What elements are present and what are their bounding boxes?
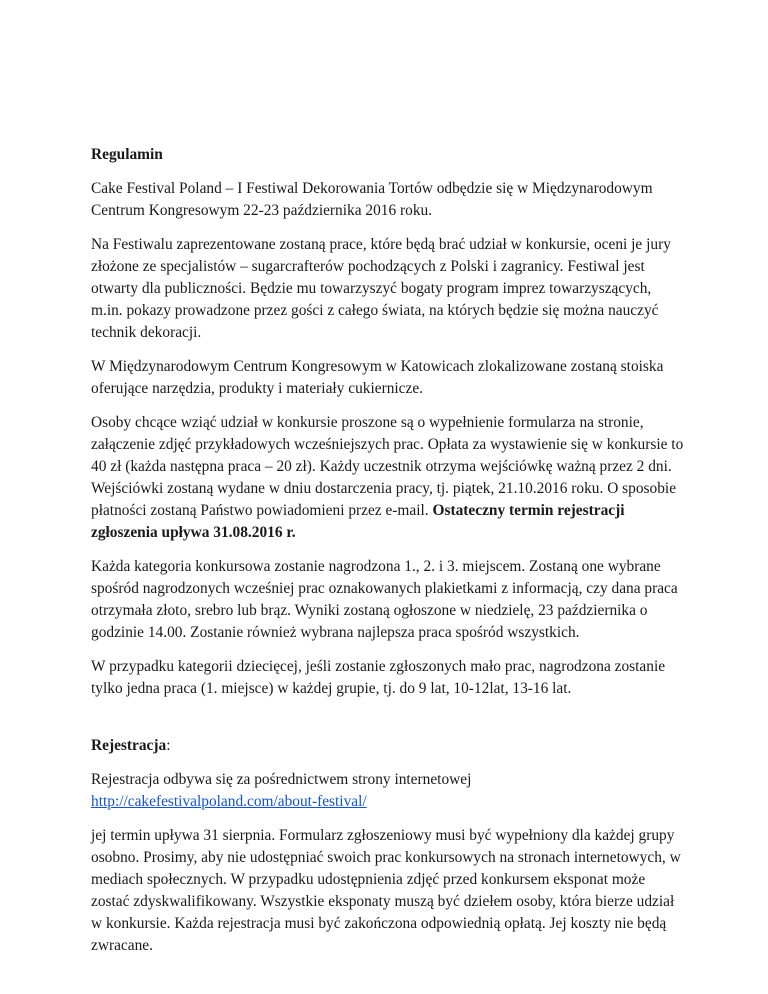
stands-paragraph: W Międzynarodowym Centrum Kongresowym w Katowicach zlokalizowane zostaną stoiska oferujące narzędzia, produkty i materiały cukiernicze. <box>91 358 664 397</box>
registration-text: Rejestracja odbywa się za pośrednictwem strony internetowej <box>91 771 472 788</box>
regulamin-heading: Regulamin <box>91 146 163 163</box>
awards-paragraph: Każda kategoria konkursowa zostanie nagrodzona 1., 2. i 3. miejscem. Zostaną one wybrane spośród nagrodzonych wcześniej prac oznakowanych plakietkami z informacją, czy dana praca otrzymała złoto, srebro lub brąz. Wyniki zostaną ogłoszone w niedzielę, 23 października o godzinie 14.00. Zostanie również wybrana najlepsza praca spośród wszystkich. <box>91 558 678 641</box>
festival-description-paragraph: Na Festiwalu zaprezentowane zostaną prace, które będą brać udział w konkursie, oceni je jury złożone ze specjalistów – sugarcrafterów pochodzących z Polski i zagranicy. Festiwal jest otwarty dla publiczności. Będzie mu towarzyszyć bogaty program imprez towarzyszących, m.in. pokazy prowadzone przez gości z całego świata, na których będzie się można nauczyć technik dekoracji. <box>91 236 671 341</box>
deadline-bold-text: Ostateczny termin rejestracji zgłoszenia upływa 31.08.2016 r. <box>91 502 625 541</box>
festival-website-link[interactable]: http://cakefestivalpoland.com/about-festival/ <box>91 793 367 810</box>
intro-paragraph: Cake Festival Poland – I Festiwal Dekorowania Tortów odbędzie się w Międzynarodowym Centrum Kongresowym 22-23 października 2016 roku. <box>91 180 653 219</box>
rejestracja-colon: : <box>166 737 171 754</box>
rejestracja-heading <box>91 735 686 757</box>
registration-rules-paragraph: jej termin upływa 31 sierpnia. Formularz zgłoszeniowy musi być wypełniony dla każdej grupy osobno. Prosimy, aby nie udostępniać swoich prac konkursowych na stronach internetowych, w mediach społecznych. W przypadku udostępnienia zdjęć przed konkursem eksponat może zostać zdyskwalifikowany. Wszystkie eksponaty muszą być dziełem osoby, która bierze udział w konkursie. Każda rejestracja musi być zakończona odpowiednią opłatą. Jej koszty nie będą zwracane. <box>91 827 681 954</box>
section-spacer <box>91 712 686 735</box>
entry-fee-paragraph <box>91 412 686 544</box>
document-body <box>91 144 686 969</box>
rejestracja-title: Rejestracja <box>91 737 167 754</box>
registration-link-paragraph <box>91 769 686 813</box>
entry-fee-text: Osoby chcące wziąć udział w konkursie proszone są o wypełnienie formularza na stronie, załączenie zdjęć przykładowych wcześniejszych prac. Opłata za wystawienie się w konkursie to 40 zł (każda następna praca – 20 zł). Każdy uczestnik otrzyma wejściówkę ważną przez 2 dni. Wejściówki zostaną wydane w dniu dostarczenia pracy, tj. piątek, 21.10.2016 roku. O sposobie płatności zostaną Państwo powiadomieni przez e-mail. <box>91 414 684 519</box>
children-category-paragraph: W przypadku kategorii dziecięcej, jeśli zostanie zgłoszonych mało prac, nagrodzona zostanie tylko jedna praca (1. miejsce) w każdej grupie, tj. do 9 lat, 10-12lat, 13-16 lat. <box>91 658 666 697</box>
